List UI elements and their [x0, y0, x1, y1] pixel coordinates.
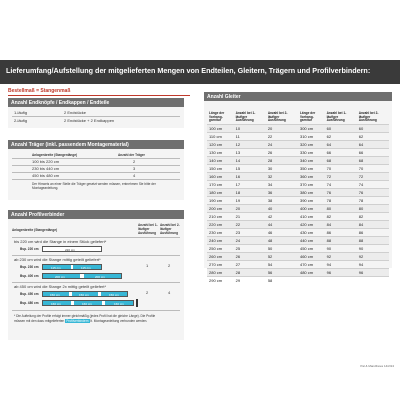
row-divider	[12, 310, 180, 311]
table-cell: 480 cm	[298, 269, 325, 277]
column-header: Anlagenbreite (Stangenlänge)	[32, 153, 78, 157]
gleiter-table-body	[207, 124, 389, 284]
table-row	[207, 269, 389, 277]
column-header: Anzahl bei 2-läufiger Ausführung	[358, 111, 379, 123]
table-cell: 28	[234, 269, 266, 277]
table-cell: 64	[325, 140, 357, 148]
example-label: Bsp. 230 cm	[20, 264, 39, 269]
section-title: Anzahl Endknöpfe / Endkappen / Endteile	[11, 99, 110, 106]
row-value: 2 Endstücke	[64, 110, 87, 115]
table-cell: 50	[266, 245, 298, 253]
table-cell: 62	[325, 132, 357, 140]
table-cell: 64	[357, 140, 389, 148]
example-label: Bsp. 480 cm	[20, 300, 39, 305]
table-cell: 17	[234, 180, 266, 188]
page-title: Lieferumfang/Aufstellung der mitgelieferten Mengen von Endteilen, Gleitern, Trägern und Profilverbindern:	[6, 66, 371, 75]
table-cell: 66	[325, 148, 357, 156]
row-divider	[12, 179, 180, 180]
table-cell	[357, 277, 389, 285]
segment-label: 115 cm	[81, 265, 91, 270]
table-cell: 76	[325, 188, 357, 196]
table-cell: 270 cm	[207, 261, 234, 269]
table-row	[207, 156, 389, 164]
table-cell: 12	[234, 140, 266, 148]
unit-note: Bestellmaß = Stangenmaß	[8, 88, 71, 94]
segment-label: 115 cm	[51, 265, 61, 270]
table-row	[207, 140, 389, 148]
table-cell: 4	[133, 173, 136, 178]
segment-label: 150 cm	[50, 292, 60, 297]
column-header: Anzahl der Träger	[118, 153, 145, 157]
table-cell: 110 cm	[207, 132, 234, 140]
table-cell: 280 cm	[207, 269, 234, 277]
table-row	[207, 221, 389, 229]
row-divider	[12, 255, 180, 256]
table-cell: 46	[266, 229, 298, 237]
table-cell: 24	[266, 140, 298, 148]
segment-label: 160 cm	[82, 301, 92, 306]
table-cell: 26	[234, 253, 266, 261]
table-cell: 88	[325, 237, 357, 245]
table-cell: 16	[234, 172, 266, 180]
table-cell: 29	[234, 277, 266, 285]
table-cell: 68	[325, 156, 357, 164]
table-cell: 390 cm	[298, 196, 325, 204]
table-cell: 130 cm	[207, 148, 234, 156]
table-cell: 62	[357, 132, 389, 140]
table-cell: 450 bis 480 cm	[32, 173, 60, 178]
table-cell: 28	[266, 156, 298, 164]
row-divider	[12, 282, 180, 283]
table-row	[207, 180, 389, 188]
table-cell: 3	[133, 166, 136, 171]
table-cell: 52	[266, 253, 298, 261]
traeger-section	[8, 140, 184, 200]
table-cell: 470 cm	[298, 261, 325, 269]
table-cell: 40	[266, 204, 298, 212]
table-row	[207, 261, 389, 269]
table-cell: 320 cm	[298, 140, 325, 148]
segment-label: 160 cm	[114, 301, 124, 306]
section-header	[204, 92, 392, 101]
section-header	[8, 98, 184, 107]
table-cell: 190 cm	[207, 196, 234, 204]
footnote: * Die Aufteilung der Profile erfolgt immer gleichmäßig (jedes Profil hat die gleiche Länge). Die Profile	[14, 314, 156, 318]
table-cell: 18	[234, 188, 266, 196]
table-row	[207, 164, 389, 172]
endknoepfe-section	[8, 98, 184, 128]
footnote	[14, 319, 147, 323]
table-row	[207, 245, 389, 253]
row-value: 2 Endstücke + 2 Endkappen	[64, 118, 115, 123]
table-cell: 150 cm	[207, 164, 234, 172]
table-cell: 36	[266, 188, 298, 196]
group-heading: ab 450 cm wird die Stange 2x mittig geteilt geliefert*	[14, 284, 107, 289]
table-cell: 68	[357, 156, 389, 164]
table-row	[207, 213, 389, 221]
count-1-laeufig: 2	[146, 290, 149, 295]
table-row	[207, 132, 389, 140]
table-cell: 300 cm	[298, 124, 325, 132]
rail-diagram	[42, 246, 102, 252]
table-cell: 22	[266, 132, 298, 140]
rail-diagram	[42, 273, 122, 279]
footer-note: Pal & Mandfreies 14/2/24	[360, 364, 394, 368]
table-cell: 82	[357, 213, 389, 221]
table-cell: 2	[133, 159, 136, 164]
table-cell: 86	[357, 229, 389, 237]
table-cell: 72	[325, 172, 357, 180]
table-cell: 250 cm	[207, 245, 234, 253]
row-label: 1-läufig	[14, 110, 28, 115]
section-title: Anzahl Träger (inkl. passendem Montagematerial)	[11, 141, 129, 148]
segment-label: 150 cm	[79, 292, 89, 297]
section-title: Anzahl Gleiter	[207, 93, 241, 100]
segment-label: 160 cm	[51, 301, 61, 306]
table-cell: 80	[357, 204, 389, 212]
table-cell	[325, 277, 357, 285]
profilverbinder-section	[8, 210, 184, 340]
table-cell: 240 cm	[207, 237, 234, 245]
column-header: Anzahl bei 1-läufiger Ausführung	[235, 111, 256, 123]
table-cell: 340 cm	[298, 156, 325, 164]
segment-label: 200 cm	[55, 274, 65, 279]
table-cell	[298, 277, 325, 285]
table-cell: 120 cm	[207, 140, 234, 148]
table-row	[207, 253, 389, 261]
section-header	[8, 140, 184, 149]
table-cell: 310 cm	[298, 132, 325, 140]
table-cell: 88	[357, 237, 389, 245]
table-cell: 96	[357, 269, 389, 277]
table-cell: 74	[357, 180, 389, 188]
table-cell: 96	[325, 269, 357, 277]
table-cell: 450 cm	[298, 245, 325, 253]
row-divider	[12, 116, 180, 117]
column-header: Anzahl bei 2-läufiger Ausführung	[160, 223, 180, 235]
table-cell: 23	[234, 229, 266, 237]
table-cell: 230 bis 440 cm	[32, 166, 60, 171]
table-cell: 76	[357, 188, 389, 196]
table-cell: 34	[266, 180, 298, 188]
table-cell: 82	[325, 213, 357, 221]
table-cell: 360 cm	[298, 172, 325, 180]
example-label: Bsp. 220 cm	[20, 246, 39, 251]
column-header: Länge der Vorhang-garnitur	[209, 111, 225, 123]
rail-diagram	[42, 291, 128, 297]
table-cell: 22	[234, 221, 266, 229]
table-cell: 20	[234, 204, 266, 212]
table-cell: 330 cm	[298, 148, 325, 156]
traeger-note: Der Hinweis an einer Stelle die Träger gesetzt werden müssen, entnehmen Sie bitte der Montageanleitung.	[32, 182, 156, 190]
count-2-laeufig: 4	[168, 290, 171, 295]
table-row	[207, 188, 389, 196]
table-cell: 440 cm	[298, 237, 325, 245]
row-divider	[12, 237, 180, 238]
table-cell: 420 cm	[298, 221, 325, 229]
table-cell: 400 cm	[298, 204, 325, 212]
gleiter-table	[207, 106, 389, 284]
table-row	[207, 196, 389, 204]
footnote-text: müssen mit den dazu mitgelieferten	[14, 319, 65, 323]
table-cell: 26	[266, 148, 298, 156]
table-cell: 200 cm	[207, 204, 234, 212]
table-cell: 58	[266, 277, 298, 285]
column-header: Anzahl bei 1-läufiger Ausführung	[138, 223, 158, 235]
table-cell: 54	[266, 261, 298, 269]
table-cell: 160 cm	[207, 172, 234, 180]
footnote-text: lt. Montageanleitung verbunden werden.	[90, 319, 148, 323]
table-cell: 92	[325, 253, 357, 261]
table-cell: 94	[357, 261, 389, 269]
table-cell: 78	[325, 196, 357, 204]
table-cell: 94	[325, 261, 357, 269]
table-cell: 290 cm	[207, 277, 234, 285]
group-heading: bis 220 cm wird die Stange in einem Stück geliefert*	[14, 239, 107, 244]
table-cell: 60	[325, 124, 357, 132]
table-cell: 21	[234, 213, 266, 221]
group-heading: ab 230 cm wird die Stange mittig geteilt geliefert*	[14, 257, 101, 262]
table-cell: 10	[234, 124, 266, 132]
segment-label: 220 cm	[65, 247, 75, 252]
rail-diagram	[42, 264, 102, 270]
table-cell: 70	[357, 164, 389, 172]
table-row	[207, 172, 389, 180]
table-cell: 13	[234, 148, 266, 156]
table-cell: 460 cm	[298, 253, 325, 261]
section-header	[8, 210, 184, 219]
table-cell: 100 bis 220 cm	[32, 159, 60, 164]
table-cell: 70	[325, 164, 357, 172]
table-cell: 30	[266, 164, 298, 172]
end-cap-icon	[136, 299, 138, 307]
table-cell: 90	[357, 245, 389, 253]
rail-diagram	[42, 300, 134, 306]
example-label: Bsp. 450 cm	[20, 291, 39, 296]
table-cell: 56	[266, 269, 298, 277]
table-cell: 48	[266, 237, 298, 245]
column-header: Anzahl bei 1-läufiger Ausführung	[326, 111, 347, 123]
table-cell: 90	[325, 245, 357, 253]
table-row	[207, 148, 389, 156]
table-row	[207, 204, 389, 212]
table-cell: 20	[266, 124, 298, 132]
table-cell: 27	[234, 261, 266, 269]
row-label: 2-läufig	[14, 118, 28, 123]
table-cell: 92	[357, 253, 389, 261]
table-cell: 140 cm	[207, 156, 234, 164]
table-row	[207, 237, 389, 245]
table-cell: 410 cm	[298, 213, 325, 221]
table-row	[207, 124, 389, 132]
table-cell: 25	[234, 245, 266, 253]
table-cell: 60	[357, 124, 389, 132]
table-cell: 80	[325, 204, 357, 212]
table-cell: 72	[357, 172, 389, 180]
table-cell: 44	[266, 221, 298, 229]
table-cell: 86	[325, 229, 357, 237]
table-cell: 84	[357, 221, 389, 229]
example-label: Bsp. 400 cm	[20, 273, 39, 278]
table-cell: 230 cm	[207, 229, 234, 237]
table-cell: 350 cm	[298, 164, 325, 172]
table-cell: 42	[266, 213, 298, 221]
header-banner	[0, 60, 400, 84]
table-cell: 260 cm	[207, 253, 234, 261]
table-header-row	[207, 106, 389, 124]
table-cell: 220 cm	[207, 221, 234, 229]
gleiter-section	[204, 92, 392, 284]
table-cell: 14	[234, 156, 266, 164]
table-cell: 38	[266, 196, 298, 204]
column-header: Anlagenbreite (Stangenlänge)	[12, 228, 58, 232]
segment-label: 200 cm	[95, 274, 105, 279]
footnote-highlight: Profilverbindern	[66, 319, 89, 323]
table-cell: 78	[357, 196, 389, 204]
table-cell: 170 cm	[207, 180, 234, 188]
section-title: Anzahl Profilverbinder	[11, 211, 65, 218]
column-header: Anzahl bei 2-läufiger Ausführung	[267, 111, 288, 123]
count-1-laeufig: 1	[146, 263, 149, 268]
table-cell: 100 cm	[207, 124, 234, 132]
table-cell: 11	[234, 132, 266, 140]
table-cell: 430 cm	[298, 229, 325, 237]
count-2-laeufig: 2	[168, 263, 171, 268]
table-row	[207, 277, 389, 285]
table-cell: 66	[357, 148, 389, 156]
segment-label: 150 cm	[109, 292, 119, 297]
table-cell: 24	[234, 237, 266, 245]
table-cell: 32	[266, 172, 298, 180]
column-header: Länge der Vorhang-garnitur	[299, 111, 316, 123]
table-cell: 74	[325, 180, 357, 188]
table-cell: 380 cm	[298, 188, 325, 196]
table-cell: 210 cm	[207, 213, 234, 221]
table-cell: 15	[234, 164, 266, 172]
table-cell: 370 cm	[298, 180, 325, 188]
table-cell: 180 cm	[207, 188, 234, 196]
table-cell: 84	[325, 221, 357, 229]
unit-divider	[8, 95, 190, 96]
table-row	[207, 229, 389, 237]
table-cell: 19	[234, 196, 266, 204]
